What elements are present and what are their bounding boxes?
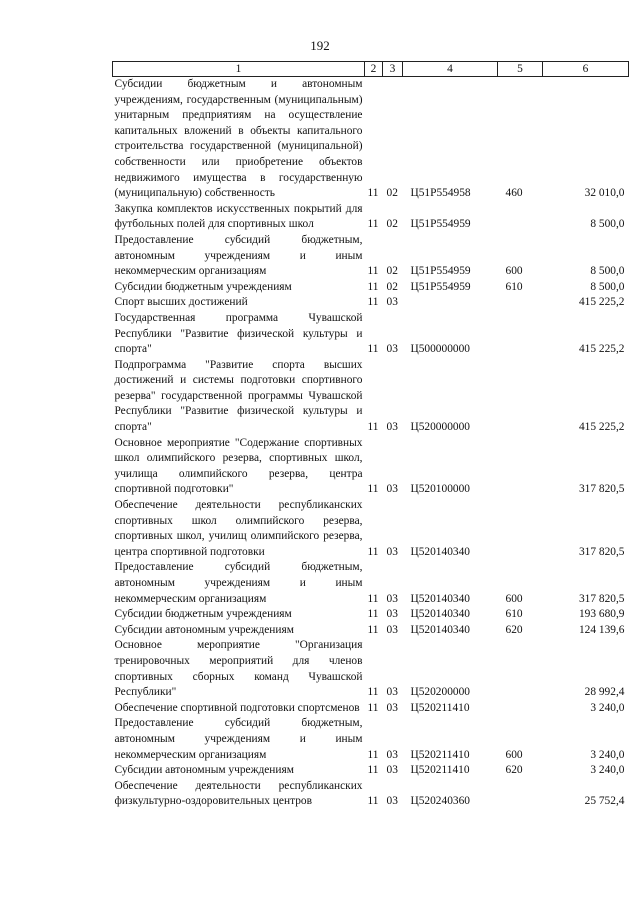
cell-amount: 193 680,9 [578,608,625,621]
cell-subsection: 03 [386,701,398,714]
cell-expense-type: 600 [505,265,523,278]
cell-name: Обеспечение деятельности республиканских физкультурно-оздоровительных центров [114,779,363,808]
table-row [113,311,629,358]
cell-target-article: Ц51Р554958 [410,187,471,200]
header-col-3: 3 [383,62,403,77]
table-body [113,77,629,810]
cell-target-article: Ц520200000 [410,686,470,699]
cell-subsection: 02 [386,187,398,200]
cell-name: Субсидии бюджетным учреждениям [114,280,292,293]
cell-name: Обеспечение деятельности республиканских спортивных школ олимпийского резерва, спортивных школ, училищ олимпийского резерва, центра спортивной подготовки [114,499,363,558]
cell-name: Основное мероприятие "Содержание спортивных школ олимпийского резерва, спортивных школ, училища олимпийского резерва, центра спортивной подготовки" [114,436,363,496]
cell-name: Субсидии автономным учреждениям [114,764,294,777]
cell-section: 11 [367,265,379,278]
cell-target-article: Ц520140340 [410,545,470,558]
header-col-2: 2 [365,62,383,77]
cell-target-article: Ц520100000 [410,483,470,496]
cell-name: Государственная программа Чувашской Республики "Развитие физической культуры и спорта" [114,311,363,356]
header-col-1: 1 [113,62,365,77]
header-row [113,62,629,77]
table-row [113,233,629,280]
cell-amount: 415 225,2 [578,421,625,434]
cell-amount: 25 752,4 [584,795,625,808]
header-col-4: 4 [403,62,498,77]
cell-name: Спорт высших достижений [114,296,248,309]
cell-target-article: Ц500000000 [410,343,470,356]
cell-amount: 3 240,0 [590,701,625,714]
table-row [113,436,629,498]
table-row [113,295,629,311]
cell-name: Предоставление субсидий бюджетным, автономным учреждениям и иным некоммерческим организациям [114,561,363,605]
cell-target-article: Ц520211410 [410,764,470,777]
cell-subsection: 03 [386,483,398,496]
cell-name: Основное мероприятие "Организация тренировочных мероприятий для членов спортивных сборных команд Чувашской Республики" [114,639,363,699]
cell-amount: 8 500,0 [590,218,625,231]
table-row [113,763,629,779]
budget-table [112,61,629,810]
cell-subsection: 03 [386,623,398,636]
cell-subsection: 03 [386,592,398,605]
cell-section: 11 [367,701,379,714]
cell-target-article: Ц520140340 [410,608,470,621]
cell-amount: 317 820,5 [578,483,625,496]
cell-section: 11 [367,483,379,496]
cell-amount: 3 240,0 [590,748,625,761]
cell-amount: 317 820,5 [578,545,625,558]
table-row [113,638,629,700]
cell-expense-type [498,358,543,436]
table-row [113,607,629,623]
cell-amount: 8 500,0 [590,265,625,278]
cell-expense-type [498,701,543,717]
cell-amount: 32 010,0 [584,187,625,200]
cell-expense-type: 610 [505,608,523,621]
cell-subsection: 03 [386,343,398,356]
cell-subsection: 02 [386,280,398,293]
cell-expense-type: 620 [505,764,523,777]
cell-subsection: 03 [386,686,398,699]
table-row [113,498,629,560]
cell-amount: 8 500,0 [590,280,625,293]
cell-section: 11 [367,421,379,434]
table-row [113,716,629,763]
cell-expense-type [498,779,543,810]
header-col-5: 5 [498,62,543,77]
cell-name: Субсидии бюджетным учреждениям [114,608,292,621]
page-number: 192 [310,38,330,53]
cell-subsection: 03 [386,545,398,558]
cell-expense-type: 600 [505,748,523,761]
cell-amount: 317 820,5 [578,592,625,605]
table-row [113,202,629,233]
cell-expense-type: 460 [505,187,523,200]
cell-section: 11 [367,280,379,293]
cell-target-article: Ц520240360 [410,795,470,808]
cell-subsection: 03 [386,608,398,621]
table-row [113,623,629,639]
cell-target-article [403,295,498,311]
cell-section: 11 [367,187,379,200]
cell-expense-type [498,295,543,311]
table-header [113,62,629,77]
cell-target-article: Ц520211410 [410,748,470,761]
cell-target-article: Ц520000000 [410,421,470,434]
cell-target-article: Ц51Р554959 [410,218,471,231]
cell-subsection: 02 [386,218,398,231]
cell-expense-type: 610 [505,280,523,293]
cell-amount: 28 992,4 [584,686,625,699]
cell-name: Подпрограмма "Развитие спорта высших достижений и системы подготовки спортивного резерва" государственной программы Чувашской Республики "Развитие физической культуры и спорта" [114,358,363,434]
cell-amount: 124 139,6 [578,623,625,636]
cell-section: 11 [367,608,379,621]
cell-section: 11 [367,296,379,309]
cell-subsection: 03 [386,795,398,808]
cell-name: Предоставление субсидий бюджетным, автономным учреждениям и иным некоммерческим организациям [114,717,363,761]
table-row [113,701,629,717]
cell-section: 11 [367,343,379,356]
table-row [113,358,629,436]
cell-section: 11 [367,545,379,558]
cell-section: 11 [367,592,379,605]
table-row [113,779,629,810]
cell-subsection: 03 [386,748,398,761]
cell-amount: 3 240,0 [590,764,625,777]
cell-name: Субсидии автономным учреждениям [114,623,294,636]
table-row [113,280,629,296]
header-col-6: 6 [543,62,629,77]
cell-name: Субсидии бюджетным и автономным учреждениям, государственным (муниципальным) унитарным предприятиям на осуществление капитальных вложений в объекты капитального строительства государственной (муниципальной) собственности или приобретение объектов недвижимого имущества в государственную (муниципальную) собственность [114,78,363,200]
table-row [113,560,629,607]
cell-section: 11 [367,795,379,808]
cell-target-article: Ц520140340 [410,623,470,636]
cell-expense-type [498,498,543,560]
cell-subsection: 03 [386,296,398,309]
table-row [113,77,629,202]
cell-expense-type [498,311,543,358]
cell-section: 11 [367,764,379,777]
cell-amount: 415 225,2 [578,343,625,356]
cell-expense-type [498,202,543,233]
cell-name: Закупка комплектов искусственных покрытий для футбольных полей для спортивных школ [114,202,363,231]
cell-amount: 415 225,2 [578,296,625,309]
cell-target-article: Ц520140340 [410,592,470,605]
cell-expense-type [498,638,543,700]
cell-name: Обеспечение спортивной подготовки спортсменов [114,701,360,714]
cell-subsection: 03 [386,421,398,434]
cell-name: Предоставление субсидий бюджетным, автономным учреждениям и иным некоммерческим организациям [114,233,363,278]
cell-target-article: Ц51Р554959 [410,265,471,278]
cell-expense-type: 620 [505,623,523,636]
cell-subsection: 02 [386,265,398,278]
cell-expense-type: 600 [505,592,523,605]
cell-expense-type [498,436,543,498]
cell-target-article: Ц51Р554959 [410,280,471,293]
cell-target-article: Ц520211410 [410,701,470,714]
cell-section: 11 [367,748,379,761]
cell-section: 11 [367,623,379,636]
cell-subsection: 03 [386,764,398,777]
cell-section: 11 [367,686,379,699]
cell-section: 11 [367,218,379,231]
